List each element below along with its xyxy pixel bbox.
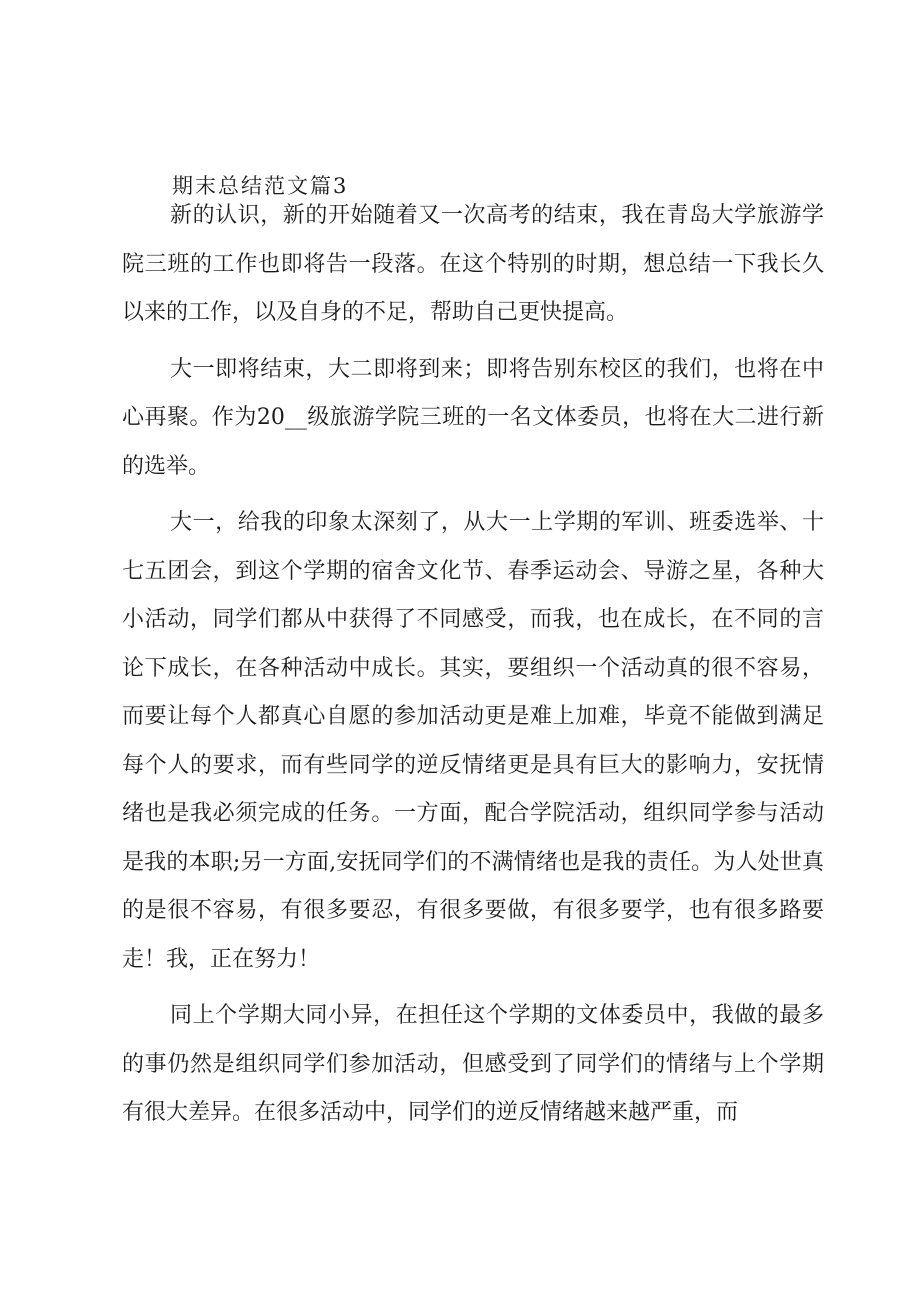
paragraph-3: 大一，给我的印象太深刻了，从大一上学期的军训、班委选举、十七五团会，到这个学期的宿舍文化节、春季运动会、导游之星，各种大小活动，同学们都从中获得了不同感受，而我，也在成长，在不同的言论下成长，在各种活动中成长。其实，要组织一个活动真的很不容易，而要让每个人都真心自愿的参加活动更是难上加难，毕竟不能做到满足每个人的要求，而有些同学的逆反情绪更是具有巨大的影响力，安抚情绪也是我必须完成的任务。一方面，配合学院活动，组织同学参与活动是我的本职;另一方面,安抚同学们的不满情绪也是我的责任。为人处世真的是很不容易，有很多要忍，有很多要做，有很多要学，也有很多路要走！我，正在努力！: [122, 510, 824, 972]
paragraph-2: 大一即将结束，大二即将到来；即将告别东校区的我们，也将在中心再聚。作为20__级旅游学院三班的一名文体委员，也将在大二进行新的选举。: [122, 356, 824, 479]
document-body: [122, 192, 824, 1146]
paragraph-4: 同上个学期大同小异，在担任这个学期的文体委员中，我做的最多的事仍然是组织同学们参加活动，但感受到了同学们的情绪与上个学期有很大差异。在很多活动中，同学们的逆反情绪越来越严重，而: [122, 1003, 824, 1125]
document-title: 期末总结范文篇3: [172, 174, 349, 198]
paragraph-1: 新的认识，新的开始随着又一次高考的结束，我在青岛大学旅游学院三班的工作也即将告一段落。在这个特别的时期，想总结一下我长久以来的工作，以及自身的不足，帮助自己更快提高。: [122, 203, 824, 325]
